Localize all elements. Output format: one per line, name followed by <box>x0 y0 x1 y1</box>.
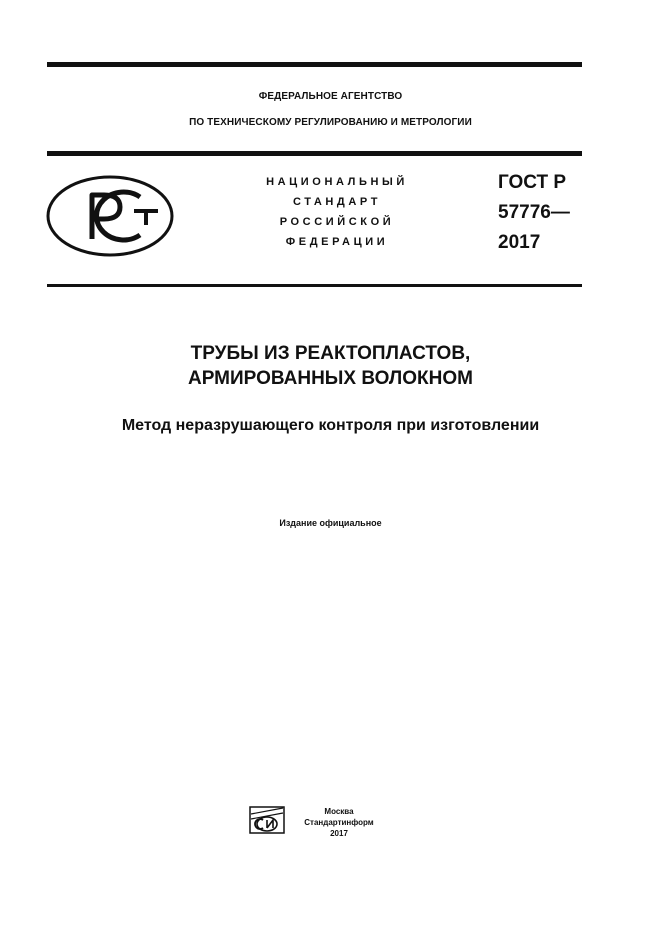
top-rule <box>47 62 582 67</box>
national-standard-label <box>238 172 436 252</box>
agency-name-line-1: ФЕДЕРАЛЬНОЕ АГЕНТСТВО <box>258 91 403 102</box>
bottom-rule <box>47 284 582 287</box>
document-title <box>0 341 661 391</box>
middle-rule <box>47 151 582 156</box>
designation-line-1: ГОСТ Р <box>498 172 567 193</box>
standard-designation <box>498 168 570 258</box>
edition-label: Издание официальное <box>279 518 382 528</box>
publisher-year: 2017 <box>330 829 348 838</box>
designation-line-2: 57776— <box>498 202 570 223</box>
standartinform-logo-icon <box>249 806 285 834</box>
publisher-info <box>294 806 384 839</box>
title-line-2: АРМИРОВАННЫХ ВОЛОКНОМ <box>188 368 473 389</box>
rst-certification-mark-icon <box>46 175 174 257</box>
standard-type-line: СТАНДАРТ <box>292 196 382 208</box>
publisher-city: Москва <box>324 807 354 816</box>
agency-name-line-2: ПО ТЕХНИЧЕСКОМУ РЕГУЛИРОВАНИЮ И МЕТРОЛОГИИ <box>189 117 472 128</box>
standard-type-line: РОССИЙСКОЙ <box>279 216 395 228</box>
document-subtitle: Метод неразрушающего контроля при изготовлении <box>121 417 540 434</box>
title-line-1: ТРУБЫ ИЗ РЕАКТОПЛАСТОВ, <box>190 343 471 364</box>
standard-type-line: ФЕДЕРАЦИИ <box>285 236 389 248</box>
designation-line-3: 2017 <box>498 232 541 253</box>
standard-type-line: НАЦИОНАЛЬНЫЙ <box>266 176 408 188</box>
publisher-name: Стандартинформ <box>304 818 374 827</box>
